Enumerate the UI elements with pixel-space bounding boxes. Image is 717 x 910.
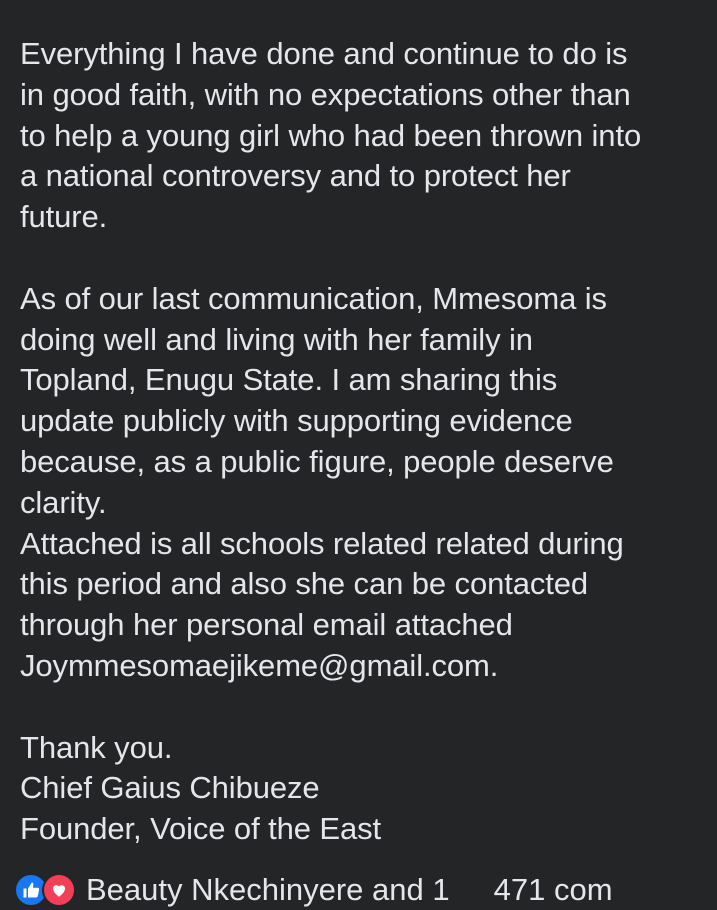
reaction-bar[interactable] — [14, 870, 613, 910]
post-text-line: doing well and living with her family in — [20, 321, 533, 357]
post-text-line: a national controversy and to protect her — [20, 158, 571, 194]
post-text-line: this period and also she can be contacted — [20, 566, 589, 602]
post-paragraph — [20, 279, 710, 687]
post-text-line: update publicly with supporting evidence — [20, 403, 573, 439]
email-link[interactable]: Joymmesomaejikeme@gmail.com. — [20, 647, 499, 683]
post-text-line: Everything I have done and continue to do is — [20, 36, 628, 71]
comment-count[interactable]: 471 com — [493, 872, 613, 907]
author-title: Founder, Voice of the East — [20, 811, 382, 847]
reaction-names[interactable]: Beauty Nkechinyere and 1 — [86, 872, 450, 907]
reaction-icons[interactable] — [14, 873, 76, 907]
post-body — [20, 34, 710, 850]
post-text-line: As of our last communication, Mmesoma is — [20, 280, 607, 316]
post-text-line: through her personal email attached — [20, 607, 513, 643]
post-text-line: Topland, Enugu State. I am sharing this — [20, 362, 558, 398]
post-text-line: because, as a public figure, people deserve — [20, 443, 614, 479]
post-text-line: in good faith, with no expectations other than — [20, 76, 631, 112]
post-text-line: Attached is all schools related related during — [20, 525, 624, 561]
post-paragraph — [20, 728, 710, 850]
post-paragraph — [20, 34, 710, 238]
post-text-line: future. — [20, 199, 108, 235]
post-text-line: clarity. — [20, 484, 107, 520]
post-text-line: to help a young girl who had been thrown into — [20, 117, 642, 153]
post-text-line: Thank you. — [20, 729, 173, 765]
love-icon — [42, 873, 76, 907]
author-signature: Chief Gaius Chibueze — [20, 770, 320, 806]
